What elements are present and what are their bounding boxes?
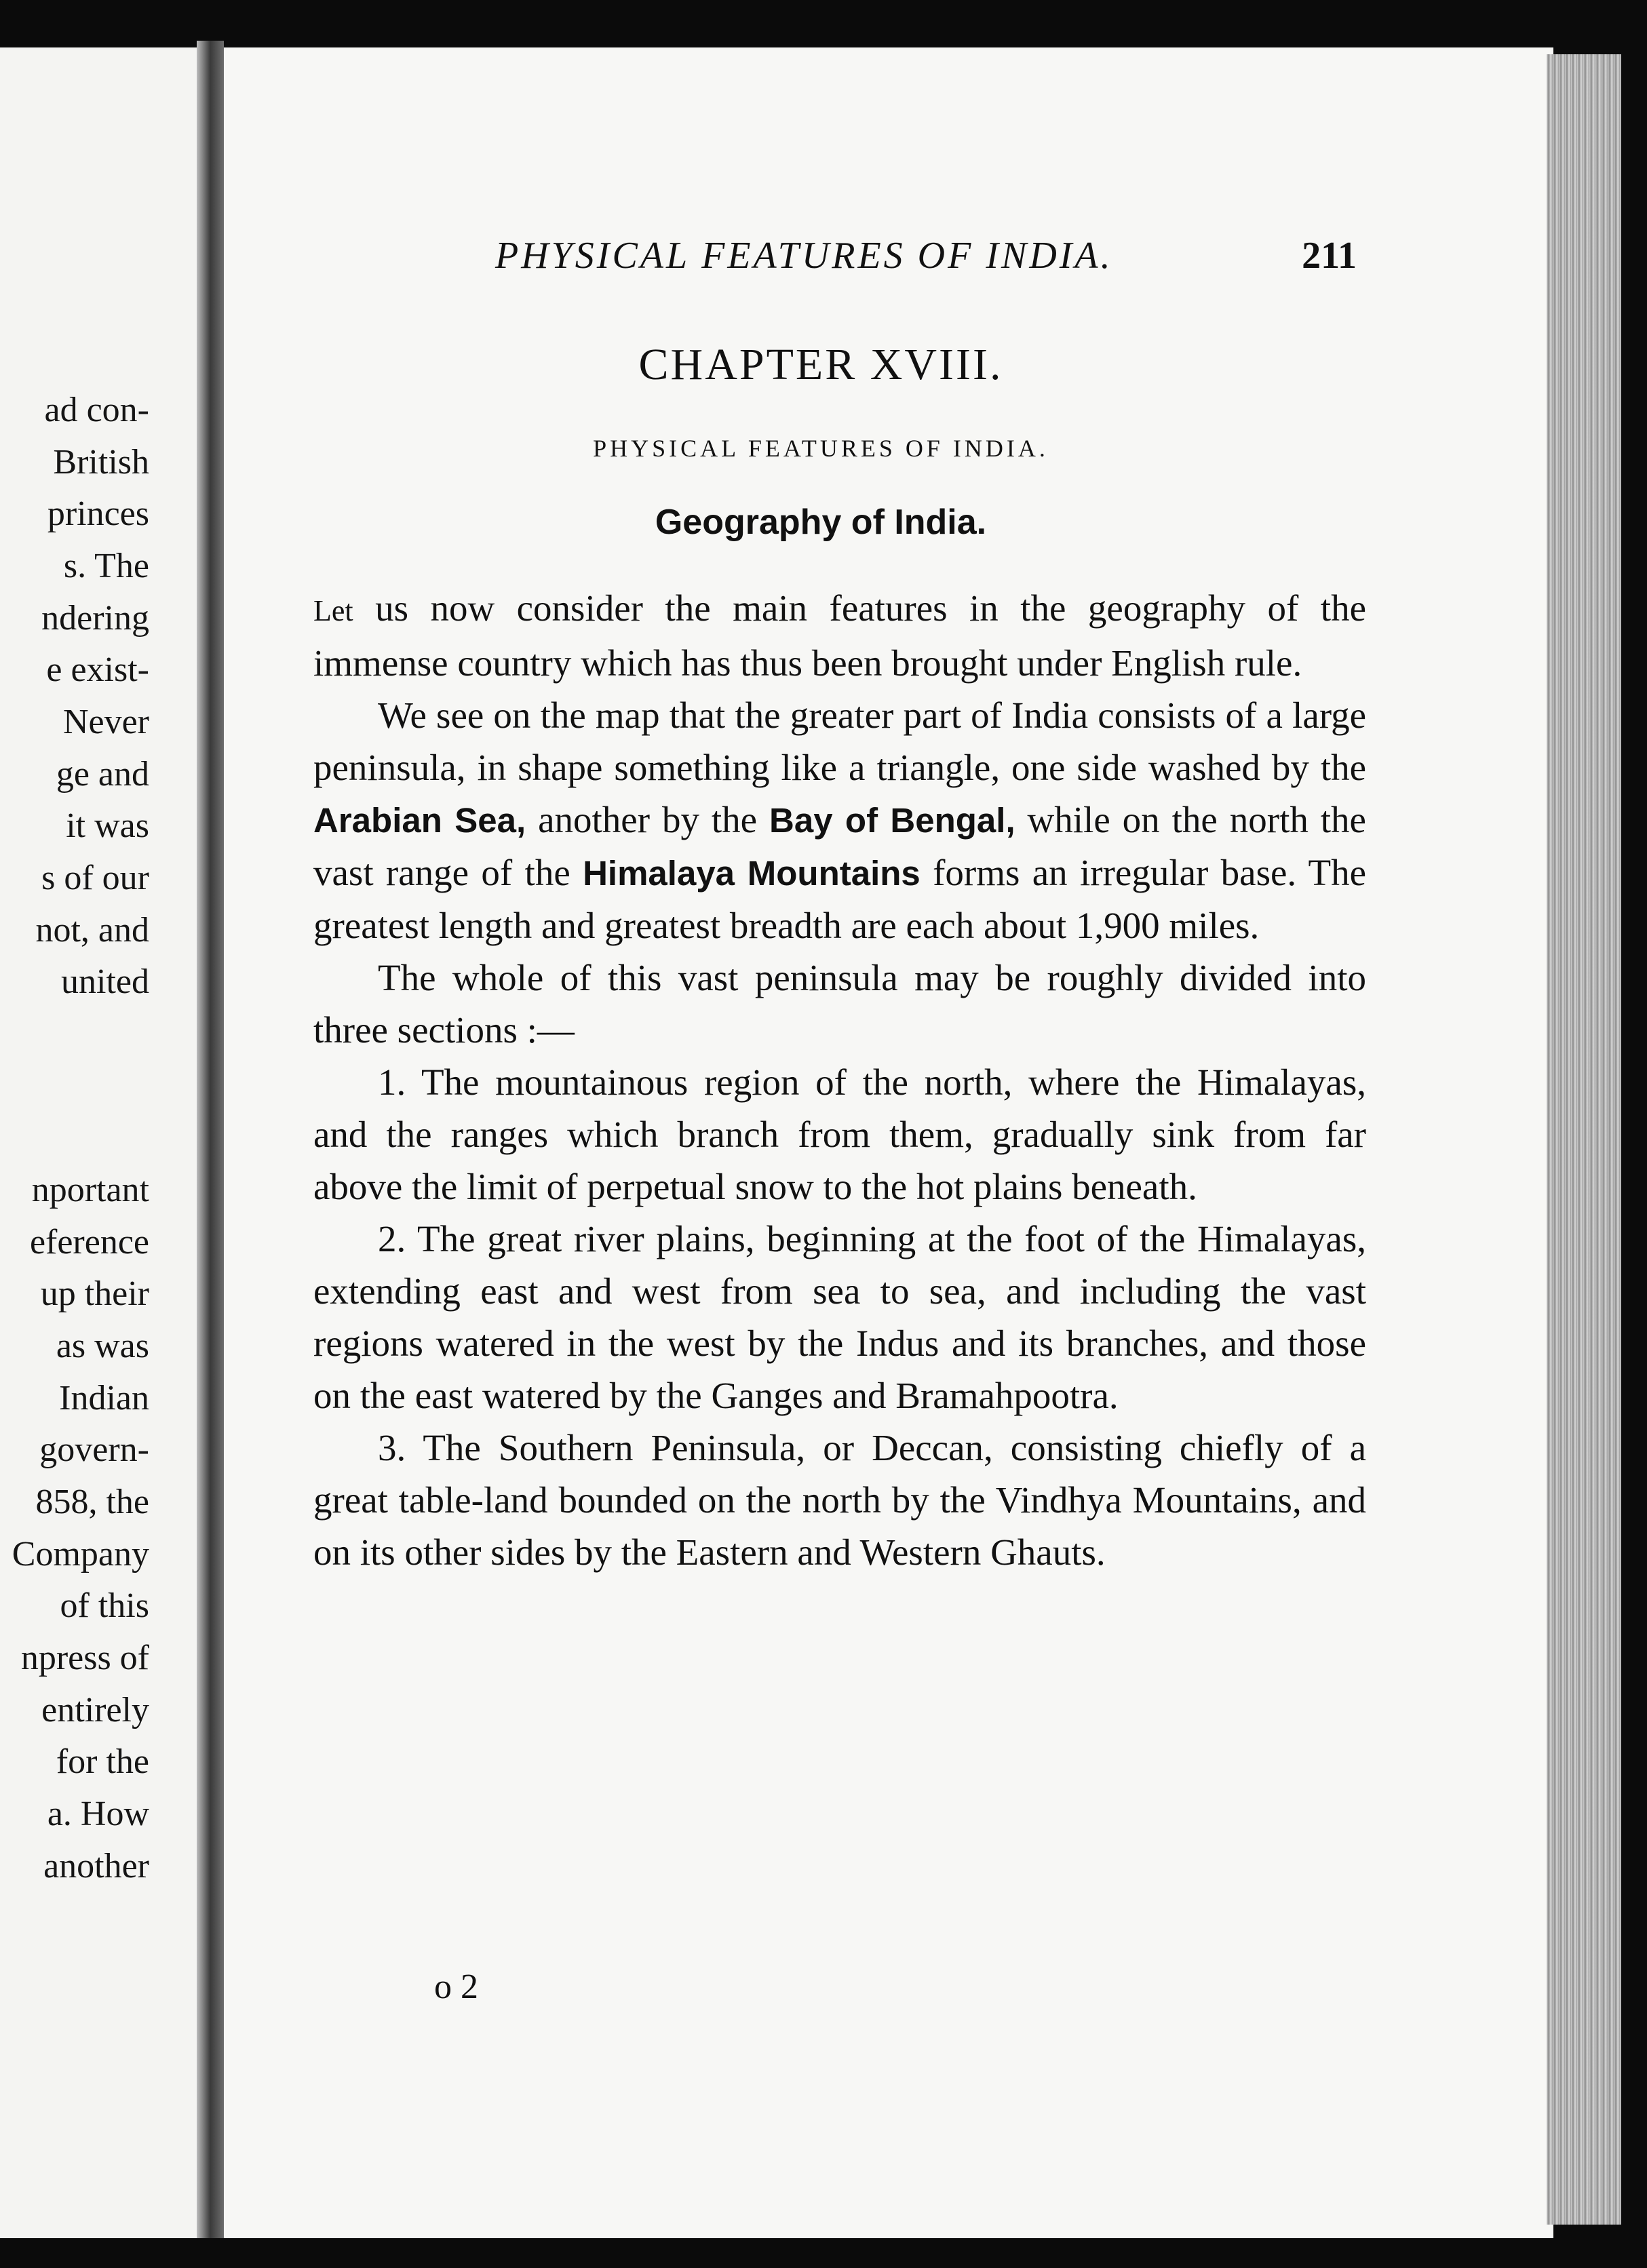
prev-page-line: s. The [63, 547, 149, 585]
prev-page-line: eference [29, 1223, 149, 1262]
paragraph-section-3: 3. The Southern Peninsula, or Deccan, consisting chiefly of a great table-land bounded on the north by the Vindhya Mountains, and on its other sides by the Eastern and Western Ghauts. [313, 1427, 1366, 1573]
previous-page [0, 47, 204, 2238]
prev-page-line: united [61, 962, 149, 1001]
prev-page-line: entirely [41, 1691, 149, 1729]
prev-page-line: of this [60, 1586, 149, 1625]
prev-page-line: up their [40, 1274, 149, 1313]
chapter-subtitle: PHYSICAL FEATURES OF INDIA. [593, 435, 1049, 462]
paragraph-sections: The whole of this vast peninsula may be roughly divided into three sections :— [313, 957, 1366, 1051]
printer-signature: o 2 [434, 1968, 478, 2006]
paragraph-section-2: 2. The great river plains, beginning at the foot of the Himalayas, extending east and west from sea to sea, and including the vast regions watered in the west by the Indus and its branches, and those on the east watered by the Ganges and Bramahpootra. [313, 1218, 1366, 1416]
prev-page-line: 858, the [35, 1483, 149, 1521]
prev-page-line: princes [47, 494, 149, 533]
prev-page-line: e exist- [46, 650, 149, 689]
place-name-arabian-sea: Arabian Sea, [313, 801, 526, 840]
drop-word: Let [313, 594, 353, 627]
prev-page-line: Company [12, 1535, 149, 1573]
prev-page-line: s of our [41, 859, 149, 897]
prev-page-line: ad con- [44, 391, 149, 429]
running-title: PHYSICAL FEATURES OF INDIA. [495, 235, 1113, 277]
book-gutter [197, 41, 224, 2245]
place-name-bay-of-bengal: Bay of Bengal, [769, 801, 1015, 840]
chapter-title: CHAPTER XVIII. [638, 340, 1003, 389]
paragraph-section-1: 1. The mountainous region of the north, where the Himalayas, and the ranges which branch from them, gradually sink from far above the limit of perpetual snow to the hot plains beneath. [313, 1061, 1366, 1207]
prev-page-line: it was [66, 806, 149, 845]
page-edges [1547, 54, 1621, 2225]
prev-page-line: Never [62, 703, 149, 741]
paragraph-text: forms an irregular base. The greatest length and greatest breadth are each about 1,900 miles. [313, 852, 1366, 946]
paragraph-text: while on the north the vast range of the [313, 799, 1366, 893]
place-name-himalaya: Himalaya Mountains [583, 854, 921, 893]
prev-page-line: a. How [47, 1795, 149, 1833]
paragraph-intro [313, 582, 1366, 689]
prev-page-line: another [43, 1847, 149, 1885]
paragraph-text: us now consider the main features in the geography of the immense country which has thus been brought under English rule. [313, 587, 1366, 684]
running-header [271, 234, 1370, 288]
prev-page-line: nportant [31, 1171, 149, 1209]
prev-page-line: Indian [59, 1379, 149, 1418]
paragraph-text: another by the [526, 799, 770, 840]
page-number: 211 [1302, 235, 1357, 277]
prev-page-line: British [53, 443, 149, 482]
paragraph-text: We see on the map that the greater part of India consists of a large peninsula, in shape something like a triangle, one side washed by the [313, 695, 1366, 788]
prev-page-line: npress of [20, 1639, 149, 1677]
paragraph-peninsula [313, 689, 1366, 952]
prev-page-line: for the [56, 1742, 149, 1781]
section-heading: Geography of India. [655, 503, 987, 542]
prev-page-line: ge and [56, 755, 149, 794]
prev-page-line: not, and [35, 911, 149, 950]
scan-bottom-edge [0, 2238, 1647, 2268]
prev-page-line: govern- [39, 1430, 149, 1469]
prev-page-line: ndering [41, 599, 149, 638]
body-text [313, 582, 1366, 1578]
prev-page-line: as was [56, 1327, 149, 1365]
